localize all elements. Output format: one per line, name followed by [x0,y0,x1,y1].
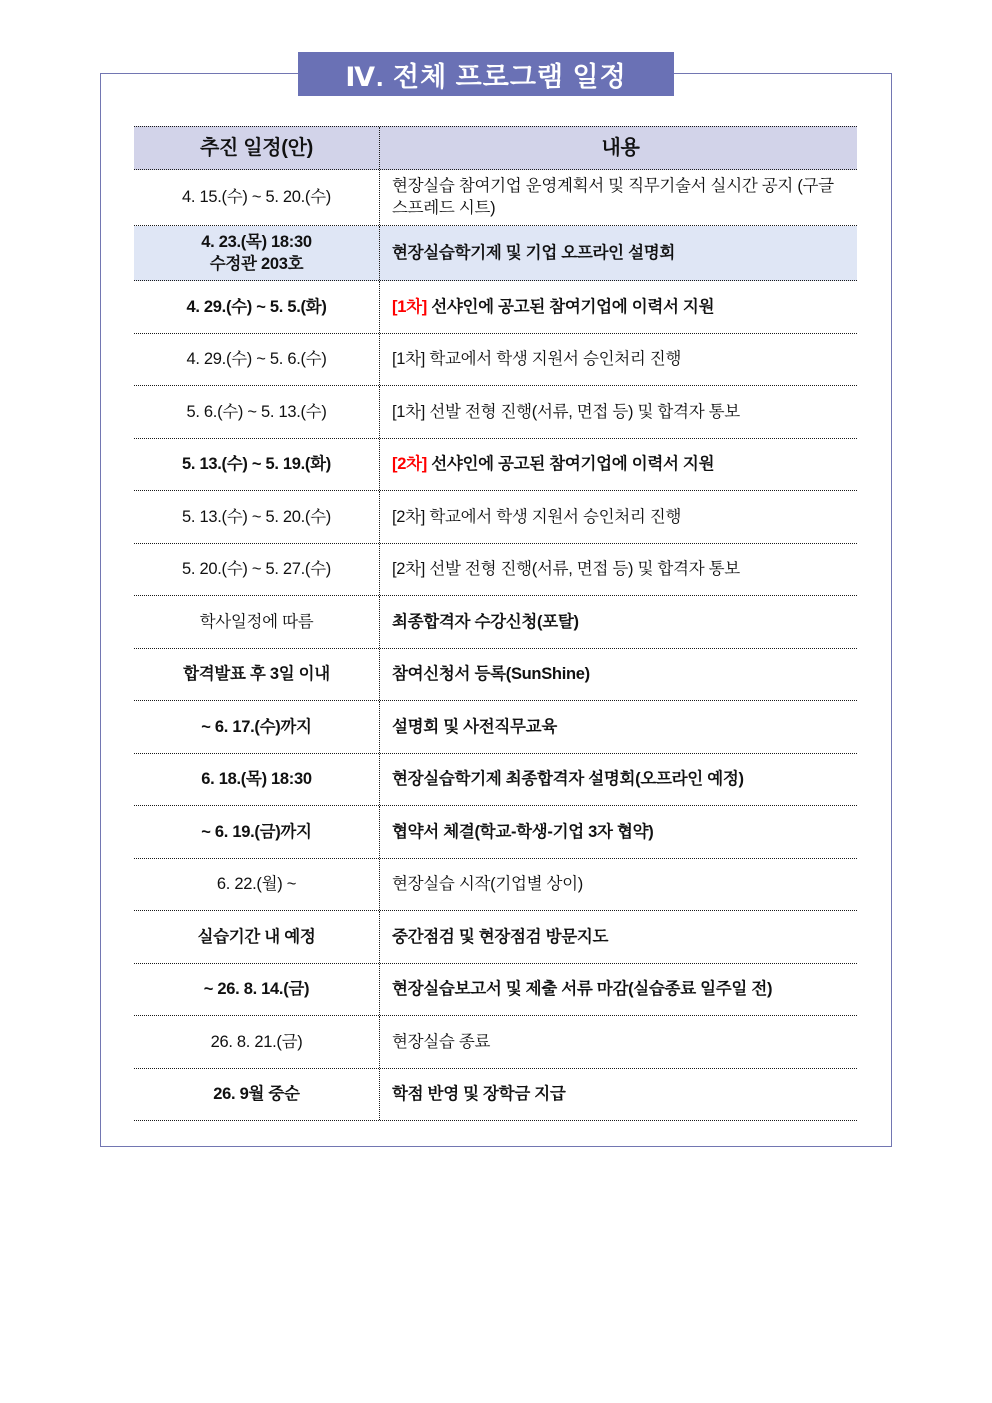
content-text: 선샤인에 공고된 참여기업에 이력서 지원 [426,455,715,474]
schedule-cell [134,754,379,806]
schedule-cell [134,964,379,1016]
table-row [134,596,857,649]
content-cell [379,701,857,753]
schedule-text: 6. 22.(월) ~ [216,875,297,894]
table-row [134,544,857,597]
schedule-cell [134,911,379,963]
table-body [134,170,857,1121]
schedule-cell [134,649,379,701]
schedule-text: 4. 23.(목) 18:30 [201,232,312,251]
table-row [134,859,857,912]
schedule-cell [134,386,379,438]
content-text: 현장실습 참여기업 운영계획서 및 직무기술서 실시간 공지 (구글 스프레드 시트) [392,177,839,218]
schedule-text: 합격발표 후 3일 이내 [183,665,330,684]
header-schedule-cell [134,127,379,169]
content-text: 현장실습보고서 및 제출 서류 마감(실습종료 일주일 전) [392,980,773,999]
schedule-cell [134,491,379,543]
content-text: [1차] 선발 전형 진행(서류, 면접 등) 및 합격자 통보 [392,402,740,421]
table-row [134,491,857,544]
content-text: 학점 반영 및 장학금 지급 [392,1085,566,1104]
schedule-text: 4. 29.(수) ~ 5. 5.(화) [186,297,327,316]
content-text: 현장실습 시작(기업별 상이) [392,875,583,894]
content-text: 현장실습학기제 최종합격자 설명회(오프라인 예정) [392,770,744,789]
content-cell [379,911,857,963]
schedule-cell [134,1016,379,1068]
phase-tag: [2차] [392,455,427,474]
content-cell [379,544,857,596]
table-row [134,701,857,754]
content-cell [379,281,857,333]
content-text: 현장실습학기제 및 기업 오프라인 설명회 [392,243,676,262]
schedule-text: 5. 20.(수) ~ 5. 27.(수) [182,560,331,579]
schedule-cell [134,859,379,911]
content-cell [379,170,857,225]
schedule-cell [134,1069,379,1121]
table-row [134,281,857,334]
content-text: [2차] 선발 전형 진행(서류, 면접 등) 및 합격자 통보 [392,560,740,579]
content-text: 선샤인에 공고된 참여기업에 이력서 지원 [426,297,715,316]
content-cell [379,1069,857,1121]
header-schedule-label: 추진 일정(안) [199,136,314,159]
schedule-text: 6. 18.(목) 18:30 [201,770,312,789]
schedule-table [134,126,857,1121]
content-cell [379,1016,857,1068]
schedule-text: 5. 6.(수) ~ 5. 13.(수) [186,402,327,421]
table-row [134,226,857,282]
table-row [134,806,857,859]
schedule-text: 26. 9월 중순 [213,1085,300,1104]
content-cell [379,491,857,543]
schedule-text: ~ 6. 19.(금)까지 [201,822,312,841]
schedule-text: 4. 29.(수) ~ 5. 6.(수) [186,350,327,369]
content-cell [379,859,857,911]
table-row [134,649,857,702]
table-row [134,1069,857,1122]
table-header-row [134,126,857,170]
table-row [134,1016,857,1069]
schedule-text: 학사일정에 따름 [199,612,314,631]
content-text: 협약서 체결(학교-학생-기업 3자 협약) [392,822,654,841]
table-row [134,754,857,807]
content-cell [379,439,857,491]
table-row [134,334,857,387]
header-content-label: 내용 [601,136,640,159]
schedule-cell [134,334,379,386]
table-row [134,911,857,964]
schedule-text-line2: 수정관 203호 [209,254,304,273]
content-text: 중간점검 및 현장점검 방문지도 [392,927,609,946]
content-cell [379,596,857,648]
schedule-text: 4. 15.(수) ~ 5. 20.(수) [182,188,331,207]
content-text: 설명회 및 사전직무교육 [392,717,557,736]
content-text: 최종합격자 수강신청(포탈) [392,612,579,631]
table-row [134,170,857,226]
schedule-text: 5. 13.(수) ~ 5. 20.(수) [182,507,331,526]
schedule-cell [134,701,379,753]
schedule-cell [134,439,379,491]
content-cell [379,964,857,1016]
schedule-cell [134,281,379,333]
schedule-cell [134,226,379,281]
schedule-text: ~ 6. 17.(수)까지 [201,717,312,736]
content-cell [379,386,857,438]
schedule-cell [134,596,379,648]
schedule-text: 26. 8. 21.(금) [210,1032,303,1051]
content-cell [379,649,857,701]
table-row [134,964,857,1017]
content-text: [2차] 학교에서 학생 지원서 승인처리 진행 [392,507,682,526]
content-text: 현장실습 종료 [392,1032,491,1051]
schedule-text: 5. 13.(수) ~ 5. 19.(화) [182,455,331,474]
table-row [134,439,857,492]
header-content-cell [379,127,857,169]
table-row [134,386,857,439]
schedule-text: 실습기간 내 예정 [197,927,316,946]
phase-tag: [1차] [392,297,427,316]
section-title: Ⅳ. 전체 프로그램 일정 [345,61,627,92]
schedule-cell [134,806,379,858]
schedule-cell [134,170,379,225]
schedule-text: ~ 26. 8. 14.(금) [203,980,310,999]
schedule-cell [134,544,379,596]
content-cell [379,806,857,858]
content-cell [379,334,857,386]
content-text: [1차] 학교에서 학생 지원서 승인처리 진행 [392,350,682,369]
content-cell [379,754,857,806]
section-banner [298,52,674,96]
content-text: 참여신청서 등록(SunShine) [392,665,590,684]
content-cell [379,226,857,281]
